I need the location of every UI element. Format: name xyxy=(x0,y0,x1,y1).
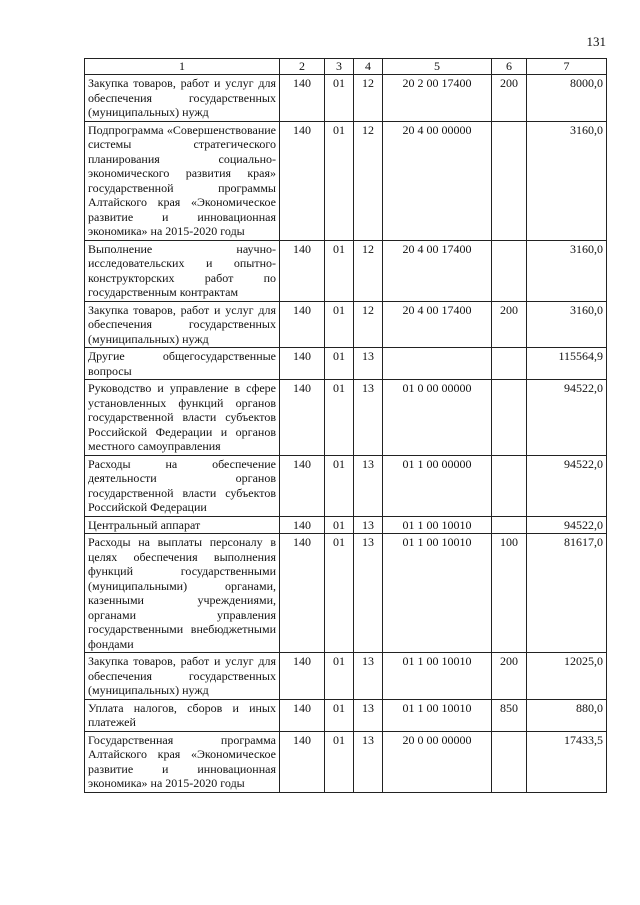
target-article-cell: 01 1 00 10010 xyxy=(383,516,492,534)
subsection-code-cell: 13 xyxy=(354,348,383,380)
row-name-cell: Государственная программа Алтайского края «Экономическое развитие и инновационная экономика» на 2015-2020 годы xyxy=(85,731,280,792)
table-row xyxy=(85,653,607,700)
budget-table xyxy=(84,58,607,793)
row-name-cell: Центральный аппарат xyxy=(85,516,280,534)
admin-code-cell: 140 xyxy=(280,380,325,456)
row-name-cell: Расходы на выплаты персоналу в целях обеспечения выполнения функций государственными (муниципальными) органами, казенными учреждениями, органами управления государственными внебюджетными фондами xyxy=(85,534,280,653)
table-row xyxy=(85,534,607,653)
section-code-cell: 01 xyxy=(325,699,354,731)
admin-code-cell: 140 xyxy=(280,240,325,301)
header-cell: 6 xyxy=(492,59,527,75)
subsection-code-cell: 12 xyxy=(354,240,383,301)
table-row xyxy=(85,75,607,122)
amount-cell: 94522,0 xyxy=(527,455,607,516)
section-code-cell: 01 xyxy=(325,301,354,348)
subsection-code-cell: 13 xyxy=(354,534,383,653)
amount-cell: 8000,0 xyxy=(527,75,607,122)
expense-type-cell xyxy=(492,455,527,516)
header-cell: 4 xyxy=(354,59,383,75)
expense-type-cell xyxy=(492,121,527,240)
subsection-code-cell: 13 xyxy=(354,731,383,792)
amount-cell: 17433,5 xyxy=(527,731,607,792)
row-name-cell: Другие общегосударственные вопросы xyxy=(85,348,280,380)
target-article-cell: 20 4 00 00000 xyxy=(383,121,492,240)
subsection-code-cell: 12 xyxy=(354,301,383,348)
target-article-cell: 20 2 00 17400 xyxy=(383,75,492,122)
section-code-cell: 01 xyxy=(325,653,354,700)
section-code-cell: 01 xyxy=(325,121,354,240)
amount-cell: 94522,0 xyxy=(527,516,607,534)
page-number: 131 xyxy=(586,34,606,49)
admin-code-cell: 140 xyxy=(280,121,325,240)
admin-code-cell: 140 xyxy=(280,699,325,731)
expense-type-cell: 850 xyxy=(492,699,527,731)
section-code-cell: 01 xyxy=(325,348,354,380)
row-name-cell: Выполнение научно-исследовательских и опытно-конструкторских работ по государственным контрактам xyxy=(85,240,280,301)
target-article-cell: 20 4 00 17400 xyxy=(383,240,492,301)
section-code-cell: 01 xyxy=(325,731,354,792)
admin-code-cell: 140 xyxy=(280,534,325,653)
subsection-code-cell: 13 xyxy=(354,516,383,534)
row-name-cell: Закупка товаров, работ и услуг для обеспечения государственных (муниципальных) нужд xyxy=(85,301,280,348)
subsection-code-cell: 13 xyxy=(354,699,383,731)
amount-cell: 81617,0 xyxy=(527,534,607,653)
target-article-cell: 01 1 00 10010 xyxy=(383,534,492,653)
header-cell: 7 xyxy=(527,59,607,75)
target-article-cell: 01 0 00 00000 xyxy=(383,380,492,456)
header-cell: 3 xyxy=(325,59,354,75)
header-cell: 2 xyxy=(280,59,325,75)
admin-code-cell: 140 xyxy=(280,301,325,348)
admin-code-cell: 140 xyxy=(280,75,325,122)
expense-type-cell xyxy=(492,348,527,380)
amount-cell: 3160,0 xyxy=(527,240,607,301)
subsection-code-cell: 12 xyxy=(354,121,383,240)
expense-type-cell xyxy=(492,731,527,792)
target-article-cell xyxy=(383,348,492,380)
amount-cell: 3160,0 xyxy=(527,301,607,348)
table-row xyxy=(85,380,607,456)
section-code-cell: 01 xyxy=(325,380,354,456)
subsection-code-cell: 12 xyxy=(354,75,383,122)
section-code-cell: 01 xyxy=(325,516,354,534)
section-code-cell: 01 xyxy=(325,240,354,301)
table-row xyxy=(85,240,607,301)
table-row xyxy=(85,731,607,792)
amount-cell: 3160,0 xyxy=(527,121,607,240)
admin-code-cell: 140 xyxy=(280,348,325,380)
row-name-cell: Закупка товаров, работ и услуг для обеспечения государственных (муниципальных) нужд xyxy=(85,653,280,700)
target-article-cell: 20 4 00 17400 xyxy=(383,301,492,348)
target-article-cell: 01 1 00 10010 xyxy=(383,699,492,731)
table-row xyxy=(85,699,607,731)
expense-type-cell: 200 xyxy=(492,75,527,122)
expense-type-cell xyxy=(492,380,527,456)
section-code-cell: 01 xyxy=(325,534,354,653)
subsection-code-cell: 13 xyxy=(354,380,383,456)
expense-type-cell: 200 xyxy=(492,653,527,700)
row-name-cell: Подпрограмма «Совершенствование системы стратегического планирования социально-экономического развития края» государственной программы Алтайского края «Экономическое развитие и инновационная экономика» на 2015-2020 годы xyxy=(85,121,280,240)
admin-code-cell: 140 xyxy=(280,653,325,700)
table-row xyxy=(85,348,607,380)
row-name-cell: Закупка товаров, работ и услуг для обеспечения государственных (муниципальных) нужд xyxy=(85,75,280,122)
table-row xyxy=(85,121,607,240)
subsection-code-cell: 13 xyxy=(354,653,383,700)
section-code-cell: 01 xyxy=(325,455,354,516)
header-cell: 5 xyxy=(383,59,492,75)
amount-cell: 94522,0 xyxy=(527,380,607,456)
expense-type-cell xyxy=(492,516,527,534)
amount-cell: 115564,9 xyxy=(527,348,607,380)
subsection-code-cell: 13 xyxy=(354,455,383,516)
row-name-cell: Расходы на обеспечение деятельности органов государственной власти субъектов Российской Федерации xyxy=(85,455,280,516)
expense-type-cell xyxy=(492,240,527,301)
section-code-cell: 01 xyxy=(325,75,354,122)
table-row xyxy=(85,516,607,534)
table-row xyxy=(85,301,607,348)
amount-cell: 880,0 xyxy=(527,699,607,731)
table-header-row xyxy=(85,59,607,75)
admin-code-cell: 140 xyxy=(280,516,325,534)
target-article-cell: 01 1 00 10010 xyxy=(383,653,492,700)
header-cell: 1 xyxy=(85,59,280,75)
target-article-cell: 20 0 00 00000 xyxy=(383,731,492,792)
admin-code-cell: 140 xyxy=(280,455,325,516)
expense-type-cell: 200 xyxy=(492,301,527,348)
admin-code-cell: 140 xyxy=(280,731,325,792)
target-article-cell: 01 1 00 00000 xyxy=(383,455,492,516)
table-row xyxy=(85,455,607,516)
expense-type-cell: 100 xyxy=(492,534,527,653)
row-name-cell: Уплата налогов, сборов и иных платежей xyxy=(85,699,280,731)
amount-cell: 12025,0 xyxy=(527,653,607,700)
row-name-cell: Руководство и управление в сфере установленных функций органов государственной власти субъектов Российской Федерации и органов местного самоуправления xyxy=(85,380,280,456)
